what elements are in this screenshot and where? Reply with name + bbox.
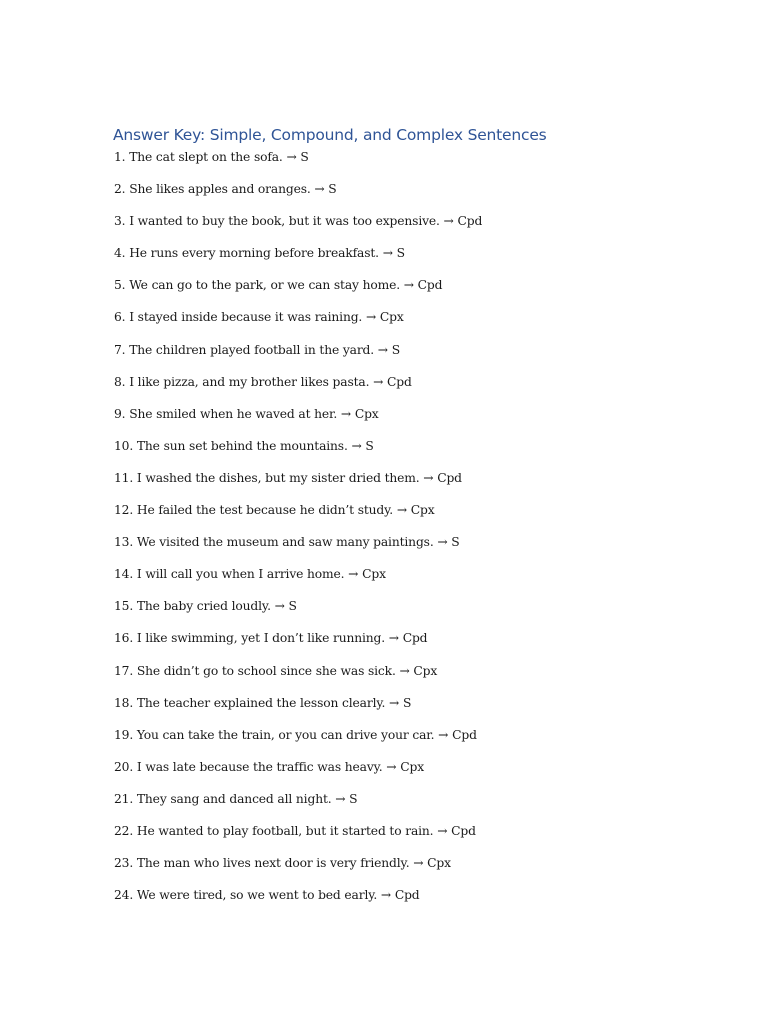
- answer-item: 24. We were tired, so we went to bed early. → Cpd: [114, 888, 420, 903]
- answer-item: 12. He failed the test because he didn’t study. → Cpx: [114, 503, 435, 518]
- answer-item: 23. The man who lives next door is very friendly. → Cpx: [114, 856, 451, 871]
- document-title: Answer Key: Simple, Compound, and Complex Sentences: [113, 126, 547, 144]
- answer-item: 21. They sang and danced all night. → S: [114, 791, 358, 806]
- answer-item: 10. The sun set behind the mountains. → S: [114, 438, 374, 453]
- answer-item: 3. I wanted to buy the book, but it was too expensive. → Cpd: [114, 214, 483, 229]
- answer-item: 8. I like pizza, and my brother likes pasta. → Cpd: [114, 374, 412, 389]
- answer-item: 17. She didn’t go to school since she was sick. → Cpx: [114, 663, 438, 678]
- answer-item: 15. The baby cried loudly. → S: [114, 599, 297, 614]
- answer-item: 22. He wanted to play football, but it started to rain. → Cpd: [114, 823, 476, 838]
- answer-item: 18. The teacher explained the lesson clearly. → S: [114, 695, 412, 710]
- answer-item: 6. I stayed inside because it was raining. → Cpx: [114, 310, 404, 325]
- answer-list: [114, 147, 482, 917]
- answer-item: 5. We can go to the park, or we can stay home. → Cpd: [114, 278, 443, 293]
- answer-item: 20. I was late because the traffic was heavy. → Cpx: [114, 759, 424, 774]
- answer-item: 4. He runs every morning before breakfast. → S: [114, 246, 405, 261]
- answer-item: 19. You can take the train, or you can drive your car. → Cpd: [114, 727, 477, 742]
- answer-item: 1. The cat slept on the sofa. → S: [114, 150, 309, 164]
- answer-item: 11. I washed the dishes, but my sister dried them. → Cpd: [114, 470, 462, 485]
- answer-item: 16. I like swimming, yet I don’t like running. → Cpd: [114, 631, 428, 646]
- answer-item: 13. We visited the museum and saw many paintings. → S: [114, 535, 460, 550]
- answer-item: 7. The children played football in the yard. → S: [114, 342, 400, 357]
- answer-item: 9. She smiled when he waved at her. → Cpx: [114, 406, 379, 421]
- answer-item: 2. She likes apples and oranges. → S: [114, 182, 337, 197]
- answer-item: 14. I will call you when I arrive home. → Cpx: [114, 567, 386, 582]
